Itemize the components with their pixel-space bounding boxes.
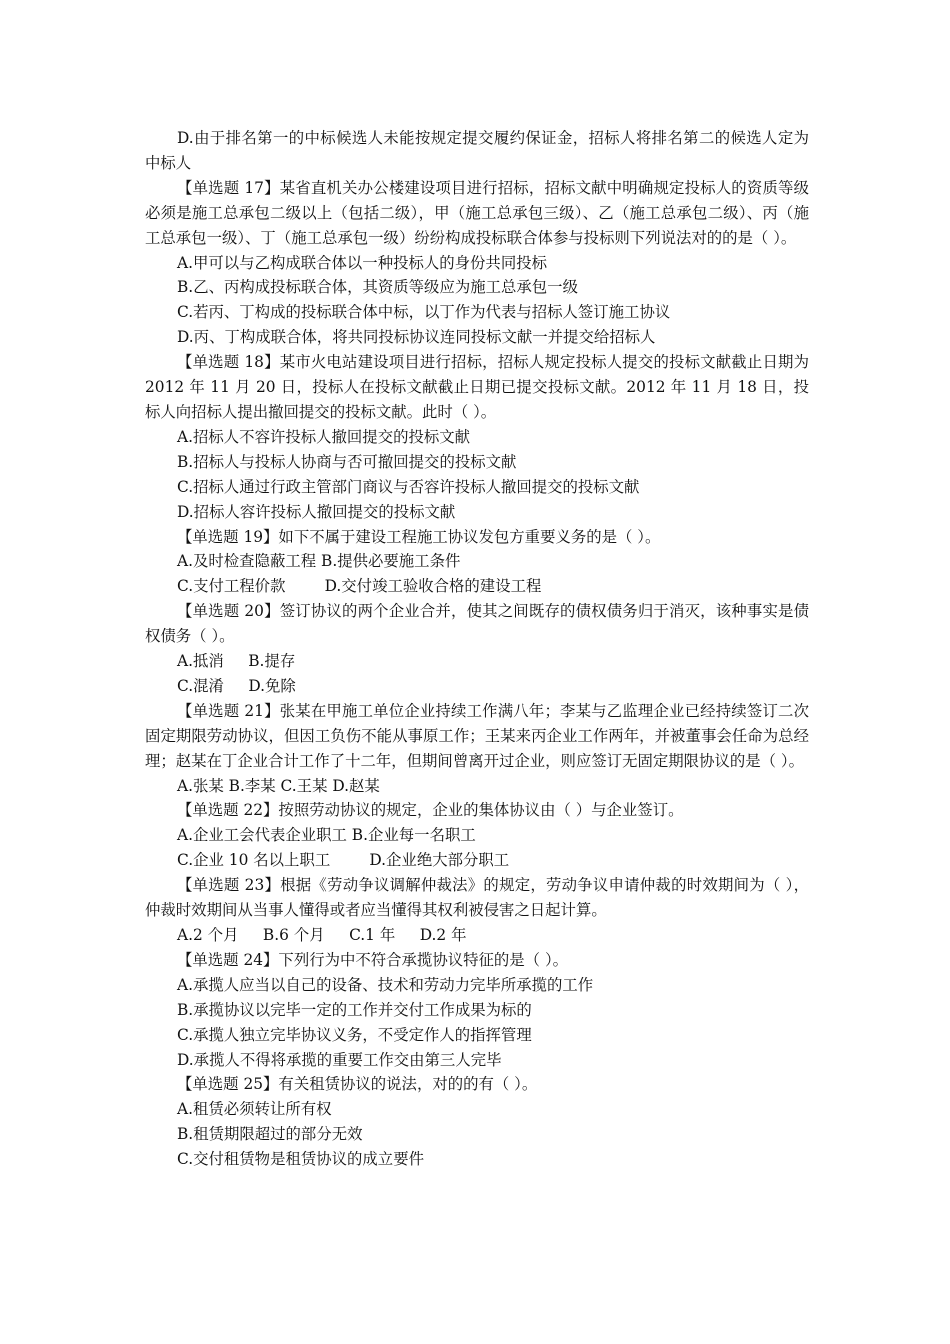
- question-24-stem: 【单选题 24】下列行为中不符合承揽协议特征的是（ ）。: [177, 950, 569, 969]
- question-25-option-b: B.租赁期限超过的部分无效: [177, 1125, 363, 1144]
- question-24-option-d: D.承揽人不得将承揽的重要工作交由第三人完毕: [177, 1050, 502, 1069]
- question-16-option-d: D.由于排名第一的中标候选人未能按规定提交履约保证金，招标人将排名第二的候选人定为中标人: [145, 129, 809, 172]
- question-25-stem: 【单选题 25】有关租赁协议的说法，对的的有（ ）。: [177, 1075, 538, 1094]
- question-24-option-c: C.承揽人独立完毕协议义务，不受定作人的指挥管理: [177, 1025, 532, 1044]
- question-24-option-a: A.承揽人应当以自己的设备、技术和劳动力完毕所承揽的工作: [177, 975, 594, 994]
- question-17-option-d: D.丙、丁构成联合体，将共同投标协议连同投标文献一并提交给招标人: [177, 328, 656, 347]
- question-18-stem: 【单选题 18】某市火电站建设项目进行招标，招标人规定投标人提交的投标文献截止日期为 2012 年 11 月 20 日，投标人在投标文献截止日期已提交投标文献。2012 年 11 月 18 日，投标人向招标人提出撤回提交的投标文献。此时（ ）。: [145, 353, 809, 421]
- question-23-options: A.2 个月 B.6 个月 C.1 年 D.2 年: [177, 926, 467, 944]
- question-17-stem: 【单选题 17】某省直机关办公楼建设项目进行招标，招标文献中明确规定投标人的资质等级必须是施工总承包二级以上（包括二级），甲（施工总承包三级）、乙（施工总承包二级）、丙（施工总承包一级）、丁（施工总承包一级）纷纷构成投标联合体参与投标则下列说法对的的是（ ）。: [145, 178, 809, 247]
- question-21-options: A.张某 B.李某 C.王某 D.赵某: [177, 776, 380, 795]
- question-20-stem: 【单选题 20】签订协议的两个企业合并，使其之间既存的债权债务归于消灭，该种事实是债权债务（ ）。: [145, 602, 809, 646]
- question-25-option-c: C.交付租赁物是租赁协议的成立要件: [177, 1150, 424, 1169]
- question-17-option-a: A.甲可以与乙构成联合体以一种投标人的身份共同投标: [177, 253, 547, 272]
- question-22-stem: 【单选题 22】按照劳动协议的规定，企业的集体协议由（ ）与企业签订。: [177, 801, 684, 820]
- question-21-stem: 【单选题 21】张某在甲施工单位企业持续工作满八年；李某与乙监理企业已经持续签订二次固定期限劳动协议，但因工负伤不能从事原工作；王某来丙企业工作两年，并被董事会任命为总经理；赵某在丁企业合计工作了十二年，但期间曾离开过企业，则应签订无固定期限协议的是（ ）。: [145, 701, 809, 770]
- question-22-options-ab: A.企业工会代表企业职工 B.企业每一名职工: [177, 826, 476, 845]
- question-20-options-cd: C.混淆 D.免除: [177, 676, 296, 695]
- question-22-options-cd: C.企业 10 名以上职工 D.企业绝大部分职工: [177, 851, 510, 870]
- question-23-stem: 【单选题 23】根据《劳动争议调解仲裁法》的规定，劳动争议申请仲裁的时效期间为（ ），仲裁时效期间从当事人懂得或者应当懂得其权利被侵害之日起计算。: [145, 876, 809, 920]
- question-18-option-b: B.招标人与投标人协商与否可撤回提交的投标文献: [177, 452, 517, 471]
- question-19-options-ab: A.及时检查隐蔽工程 B.提供必要施工条件: [177, 552, 461, 571]
- question-18-option-c: C.招标人通过行政主管部门商议与否容许投标人撤回提交的投标文献: [177, 477, 640, 496]
- question-18-option-a: A.招标人不容许投标人撤回提交的投标文献: [177, 427, 471, 446]
- question-19-options-cd: C.支付工程价款 D.交付竣工验收合格的建设工程: [177, 577, 542, 596]
- question-17-option-c: C.若丙、丁构成的投标联合体中标，以丁作为代表与招标人签订施工协议: [177, 303, 671, 322]
- question-24-option-b: B.承揽协议以完毕一定的工作并交付工作成果为标的: [177, 1000, 532, 1019]
- question-19-stem: 【单选题 19】如下不属于建设工程施工协议发包方重要义务的是（ ）。: [177, 527, 661, 546]
- question-18-option-d: D.招标人容许投标人撤回提交的投标文献: [177, 502, 456, 521]
- question-25-option-a: A.租赁必须转让所有权: [177, 1100, 332, 1119]
- document-page: [145, 126, 809, 1172]
- question-17-option-b: B.乙、丙构成投标联合体，其资质等级应为施工总承包一级: [177, 278, 578, 297]
- question-20-options-ab: A.抵消 B.提存: [177, 652, 296, 671]
